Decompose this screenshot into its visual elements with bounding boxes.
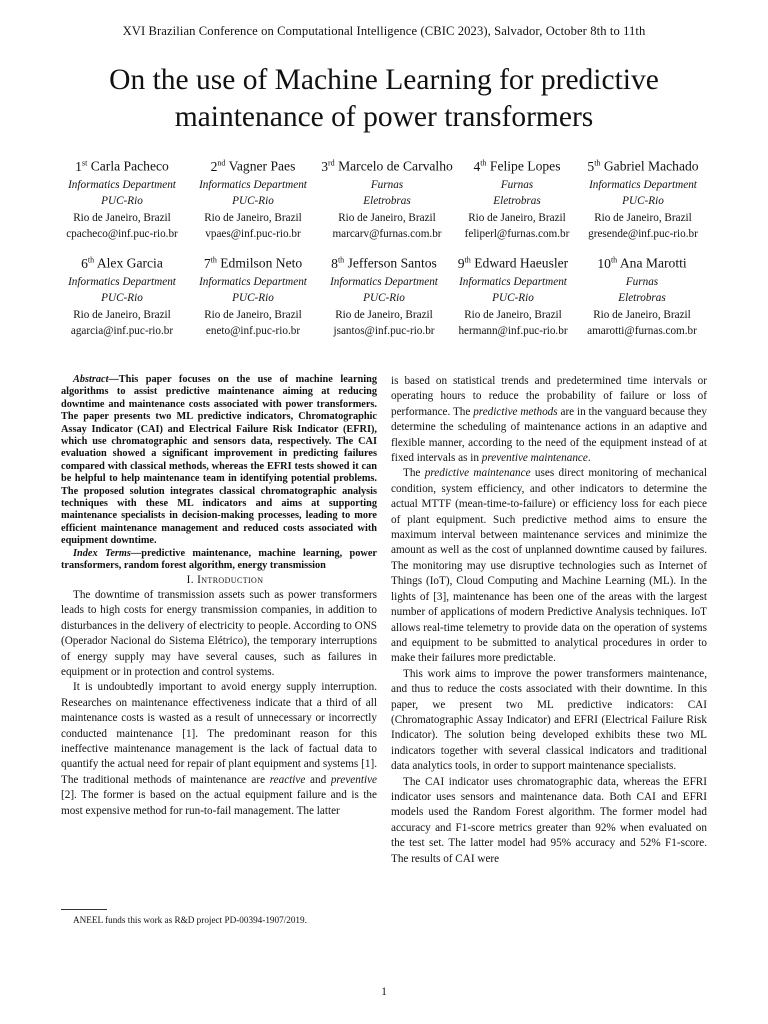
author-block-2: 2nd Vagner Paes Informatics Department PUC-Rio Rio de Janeiro, Brazil vpaes@inf.puc-rio.br <box>187 154 319 243</box>
author-org: PUC-Rio <box>101 195 143 208</box>
author-name: Vagner Paes <box>228 158 296 174</box>
author-dept: Informatics Department <box>199 178 307 191</box>
author-block-1: 1st Carla Pacheco Informatics Department PUC-Rio Rio de Janeiro, Brazil cpacheco@inf.puc-rio.br <box>56 154 188 243</box>
author-dept: Informatics Department <box>68 178 176 191</box>
author-dept: Furnas <box>625 275 659 288</box>
paper-title: On the use of Machine Learning for predictive maintenance of power transformers <box>109 64 659 133</box>
author-email: marcarv@furnas.com.br <box>332 228 442 241</box>
author-email: hermann@inf.puc-rio.br <box>458 325 568 338</box>
author-place: Rio de Janeiro, Brazil <box>204 211 302 224</box>
author-name: Jefferson Santos <box>347 255 437 271</box>
author-org: Eletrobras <box>493 195 541 208</box>
body-paragraph-2: The predictive maintenance uses direct monitoring of mechanical condition, system efficiency, and other indicators to determine the actual MTTF (mean-time-to-failure) or efficiency loss for each piece of plant equipment. Such predictive method aims to ensure the maximum interval between maintenance services and minimize the amount as well as the cost of unplanned downtime caused by failures. The monitoring may use disruptive technologies such as Internet of Things (IoT), Cloud Computing and Machine Learning (ML). In the lights of [3], maintenance has been one of the areas with the largest number of applications of modern Predictive Analysis techniques. IoT allows real-time telemetry to provide data on the operation of systems and equipment to be submitted to analytical procedures in order to make their failures more predictable. <box>391 467 707 665</box>
left-column <box>61 374 377 819</box>
author-dept: Informatics Department <box>459 275 567 288</box>
author-block-3: 3rd Marcelo de Carvalho Furnas Eletrobras Rio de Janeiro, Brazil marcarv@furnas.com.br <box>321 154 453 243</box>
author-place: Rio de Janeiro, Brazil <box>335 308 433 321</box>
author-place: Rio de Janeiro, Brazil <box>73 308 171 321</box>
author-org: PUC-Rio <box>622 195 664 208</box>
author-place: Rio de Janeiro, Brazil <box>73 211 171 224</box>
author-email: vpaes@inf.puc-rio.br <box>205 228 301 241</box>
author-email: jsantos@inf.puc-rio.br <box>333 325 435 338</box>
author-place: Rio de Janeiro, Brazil <box>593 308 691 321</box>
section-heading: I. Introduction <box>186 573 264 586</box>
author-email: agarcia@inf.puc-rio.br <box>70 325 174 338</box>
author-org: PUC-Rio <box>492 292 534 305</box>
conference-header: XVI Brazilian Conference on Computational Intelligence (CBIC 2023), Salvador, October 8th to 11th <box>122 24 646 38</box>
author-dept: Furnas <box>370 178 404 191</box>
author-block-10: 10th Ana Marotti Furnas Eletrobras Rio de Janeiro, Brazil amarotti@furnas.com.br <box>576 251 708 340</box>
author-email: gresende@inf.puc-rio.br <box>588 228 698 241</box>
intro-paragraph-2: It is undoubtedly important to avoid energy supply interruption. Researches on maintenance effectiveness indicate that a third of all maintenance costs is wasted as a result of unnecessary or incorrectly conducted maintenance [1]. The predominant reason for this ineffective maintenance management is the lack of factual data to quantify the actual need for repair of plant equipment and systems [1]. The traditional methods of maintenance are reactive and preventive [2]. The former is based on the actual equipment failure and is the most expensive method for run-to-fail management. The latter <box>61 681 377 817</box>
author-block-4: 4th Felipe Lopes Furnas Eletrobras Rio de Janeiro, Brazil feliperl@furnas.com.br <box>451 154 583 243</box>
author-org: Eletrobras <box>618 292 666 305</box>
author-email: amarotti@furnas.com.br <box>587 325 697 338</box>
author-place: Rio de Janeiro, Brazil <box>464 308 562 321</box>
author-name: Edward Haeusler <box>474 255 569 271</box>
author-name: Felipe Lopes <box>489 158 561 174</box>
body-paragraph-4: The CAI indicator uses chromatographic data, whereas the EFRI indicator uses sensors and maintenance data. Both CAI and EFRI models used the Random Forest algorithm. The former model had accuracy and F1-score metrics greater than 92% when evaluated on the test set. The latter model had 95% accuracy and 52% F1-score. The results of CAI were <box>391 775 707 865</box>
author-org: PUC-Rio <box>101 292 143 305</box>
funding-footnote: ANEEL funds this work as R&D project PD-00394-1907/2019. <box>73 915 307 925</box>
author-org: PUC-Rio <box>232 195 274 208</box>
author-org: PUC-Rio <box>232 292 274 305</box>
author-name: Edmilson Neto <box>220 255 303 271</box>
author-email: feliperl@furnas.com.br <box>464 228 570 241</box>
author-block-6: 6th Alex Garcia Informatics Department PUC-Rio Rio de Janeiro, Brazil agarcia@inf.puc-rio.br <box>56 251 188 340</box>
author-block-9: 9th Edward Haeusler Informatics Department PUC-Rio Rio de Janeiro, Brazil hermann@inf.puc-rio.br <box>447 251 579 340</box>
right-column <box>391 374 707 867</box>
author-org: Eletrobras <box>363 195 411 208</box>
body-paragraph-1: is based on statistical trends and predetermined time intervals or operating hours to reduce the probability of failure or loss of performance. The predictive methods are in the vanguard because they determine the scheduling of maintenance actions in an adaptive and flexible manner, according to the need of the equipment instead of at fixed intervals as in preventive maintenance. <box>391 375 707 465</box>
author-dept: Informatics Department <box>68 275 176 288</box>
author-dept: Furnas <box>500 178 534 191</box>
author-block-5: 5th Gabriel Machado Informatics Department PUC-Rio Rio de Janeiro, Brazil gresende@inf.puc-rio.br <box>577 154 709 243</box>
intro-paragraph-1: The downtime of transmission assets such as power transformers leads to high costs for energy transmission companies, in addition to disturbances in the delivery of electricity to people. According to ONS (Operador Nacional do Sistema Elétrico), the temporary interruptions of energy supply may have several causes, such as failures in equipment or in protection and control systems. <box>61 588 377 678</box>
author-name: Gabriel Machado <box>603 158 699 174</box>
author-place: Rio de Janeiro, Brazil <box>338 211 436 224</box>
author-email: cpacheco@inf.puc-rio.br <box>66 228 178 241</box>
author-dept: Informatics Department <box>330 275 438 288</box>
author-name: Marcelo de Carvalho <box>338 158 453 174</box>
abstract: Abstract—This paper focuses on the use of machine learning algorithms to assist predictive maintenance aiming at reducing downtime and maintenance costs associated with power transformers. The paper presents two ML predictive indicators, Chromatographic Assay Indicator (CAI) and Electrical Failure Risk Indicator (EFRI), which use chromatographic and sensors data, respectively. The CAI evaluation showed a significant improvement in predicting failures compared with classical methods, whereas the EFRI tests showed it can be helpful to help maintenance team in identifying potential problems. The proposed solution integrates classical chromatographic analysis techniques with these ML indicators and aims at supporting maintenance specialists in decision-making processes, leading to more efficient maintenance management and reduced costs associated with equipment downtime. <box>61 374 377 547</box>
page-number: 1 <box>381 986 387 998</box>
author-email: eneto@inf.puc-rio.br <box>205 325 301 338</box>
author-block-8: 8th Jefferson Santos Informatics Department PUC-Rio Rio de Janeiro, Brazil jsantos@inf.puc-rio.br <box>318 251 450 340</box>
author-dept: Informatics Department <box>199 275 307 288</box>
author-name: Ana Marotti <box>619 255 687 271</box>
index-terms: Index Terms—predictive maintenance, machine learning, power transformers, random forest algorithm, energy transmission <box>61 547 377 572</box>
author-name: Carla Pacheco <box>90 158 169 174</box>
author-dept: Informatics Department <box>589 178 697 191</box>
author-place: Rio de Janeiro, Brazil <box>468 211 566 224</box>
author-block-7: 7th Edmilson Neto Informatics Department PUC-Rio Rio de Janeiro, Brazil eneto@inf.puc-rio.br <box>187 251 319 340</box>
footnote-rule <box>61 909 107 910</box>
author-org: PUC-Rio <box>363 292 405 305</box>
author-place: Rio de Janeiro, Brazil <box>594 211 692 224</box>
author-name: Alex Garcia <box>96 255 163 271</box>
body-paragraph-3: This work aims to improve the power transformers maintenance, and thus to reduce the costs associated with their downtime. In this paper, we present two ML predictive indicators: CAI (Chromatographic Assay Indicator) and EFRI (Electrical Failure Risk Indicator). The solution being developed exhibits these two ML indicators together with several classical indicators and traditional data analytics tools, in order to support maintenance specialists. <box>391 667 707 773</box>
author-place: Rio de Janeiro, Brazil <box>204 308 302 321</box>
